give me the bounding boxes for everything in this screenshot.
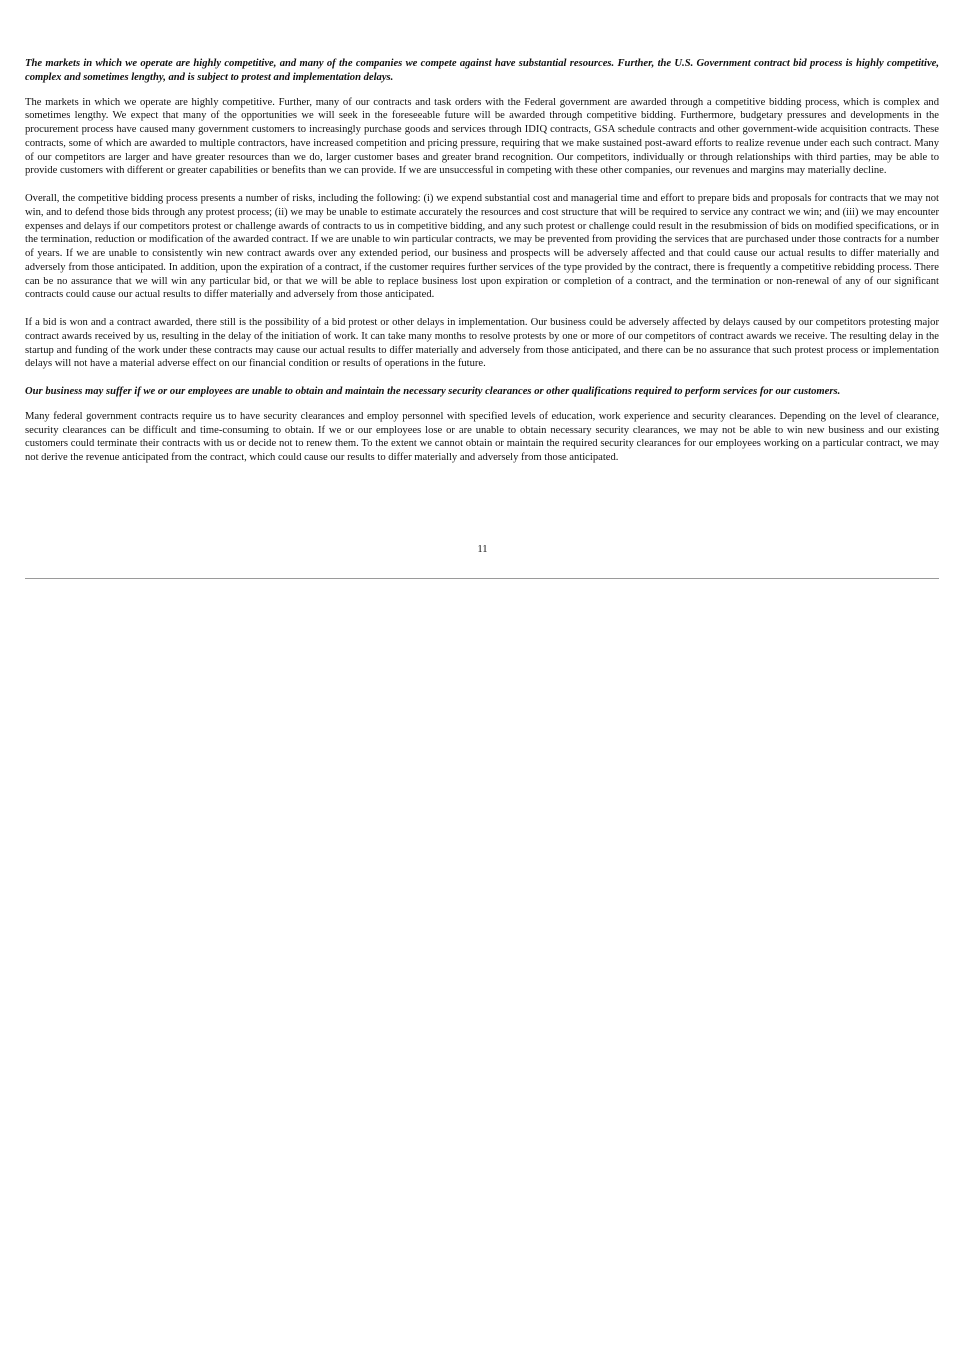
document-body	[25, 57, 939, 479]
paragraph-market-competition: The markets in which we operate are highly competitive. Further, many of our contracts and task orders with the Federal government are awarded through a competitive bidding process, which is complex and sometimes lengthy. We expect that many of the opportunities we will seek in the foreseeable future will be awarded through competitive bidding. Furthermore, budgetary pressures and developments in the procurement process have caused many government customers to increasingly purchase goods and services through IDIQ contracts, GSA schedule contracts and other government-wide acquisition contracts. These contracts, some of which are awarded to multiple contractors, have increased competition and pricing pressure, requiring that we make sustained post-award efforts to realize revenue under each such contract. Many of our competitors are larger and have greater resources than we do, larger customer bases and greater brand recognition. Our competitors, individually or through relationships with third parties, may be able to provide customers with different or greater capabilities or benefits than we can provide. If we are unsuccessful in competing with these other companies, our revenues and margins may materially decline.	[25, 96, 939, 177]
paragraph-bid-protest: If a bid is won and a contract awarded, there still is the possibility of a bid protest or other delays in implementation. Our business could be adversely affected by delays caused by our competitors protesting major contract awards received by us, resulting in the delay of the initiation of work. It can take many months to resolve protests by one or more of our competitors of contract awards we receive. The resulting delay in the startup and funding of the work under these contracts may cause our actual results to differ materially and adversely from those anticipated, and there can be no assurance that such protest process or implementation delays will not have a material adverse effect on our financial condition or results of operations in the future.	[25, 317, 939, 370]
risk-factor-heading-security-clearances: Our business may suffer if we or our employees are unable to obtain and maintain the necessary security clearances or other qualifications required to perform services for our customers.	[25, 386, 841, 397]
page-number: 11	[477, 544, 488, 555]
risk-factor-heading-competition: The markets in which we operate are highly competitive, and many of the companies we compete against have substantial resources. Further, the U.S. Government contract bid process is highly competitive, complex and sometimes lengthy, and is subject to protest and implementation delays.	[25, 58, 939, 83]
footer-divider	[25, 578, 939, 579]
paragraph-security-clearances: Many federal government contracts require us to have security clearances and employ personnel with specified levels of education, work experience and security clearances. Depending on the level of clearance, security clearances can be difficult and time-consuming to obtain. If we or our employees lose or are unable to obtain necessary security clearances, we may not be able to win new business and our existing customers could terminate their contracts with us or decide not to renew them. To the extent we cannot obtain or maintain the required security clearances for our employees working on a particular contract, we may not derive the revenue anticipated from the contract, which could cause our results to differ materially and adversely from those anticipated.	[25, 410, 939, 463]
paragraph-bidding-risks: Overall, the competitive bidding process presents a number of risks, including the following: (i) we expend substantial cost and managerial time and effort to prepare bids and proposals for contracts that we may not win, and to defend those bids through any protest process; (ii) we may be unable to estimate accurately the resources and cost structure that will be required to service any contract we win; and (iii) we may encounter expenses and delays if our competitors protest or challenge awards of contracts to us in competitive bidding, and any such protest or challenge could result in the resubmission of bids on modified specifications, or in the termination, reduction or modification of the awarded contract. If we are unable to win particular contracts, we may be prevented from providing the services that are purchased under those contracts for a number of years. If we are unable to consistently win new contract awards over any extended period, our business and prospects will be adversely affected and that could cause our actual results to differ materially and adversely from those anticipated. In addition, upon the expiration of a contract, if the customer requires further services of the type provided by the contract, there is frequently a competitive rebidding process. There can be no assurance that we will win any particular bid, or that we will be able to replace business lost upon expiration or completion of a contract, and the termination or non-renewal of any of our significant contracts could cause our actual results to differ materially and adversely from those anticipated.	[25, 193, 939, 301]
